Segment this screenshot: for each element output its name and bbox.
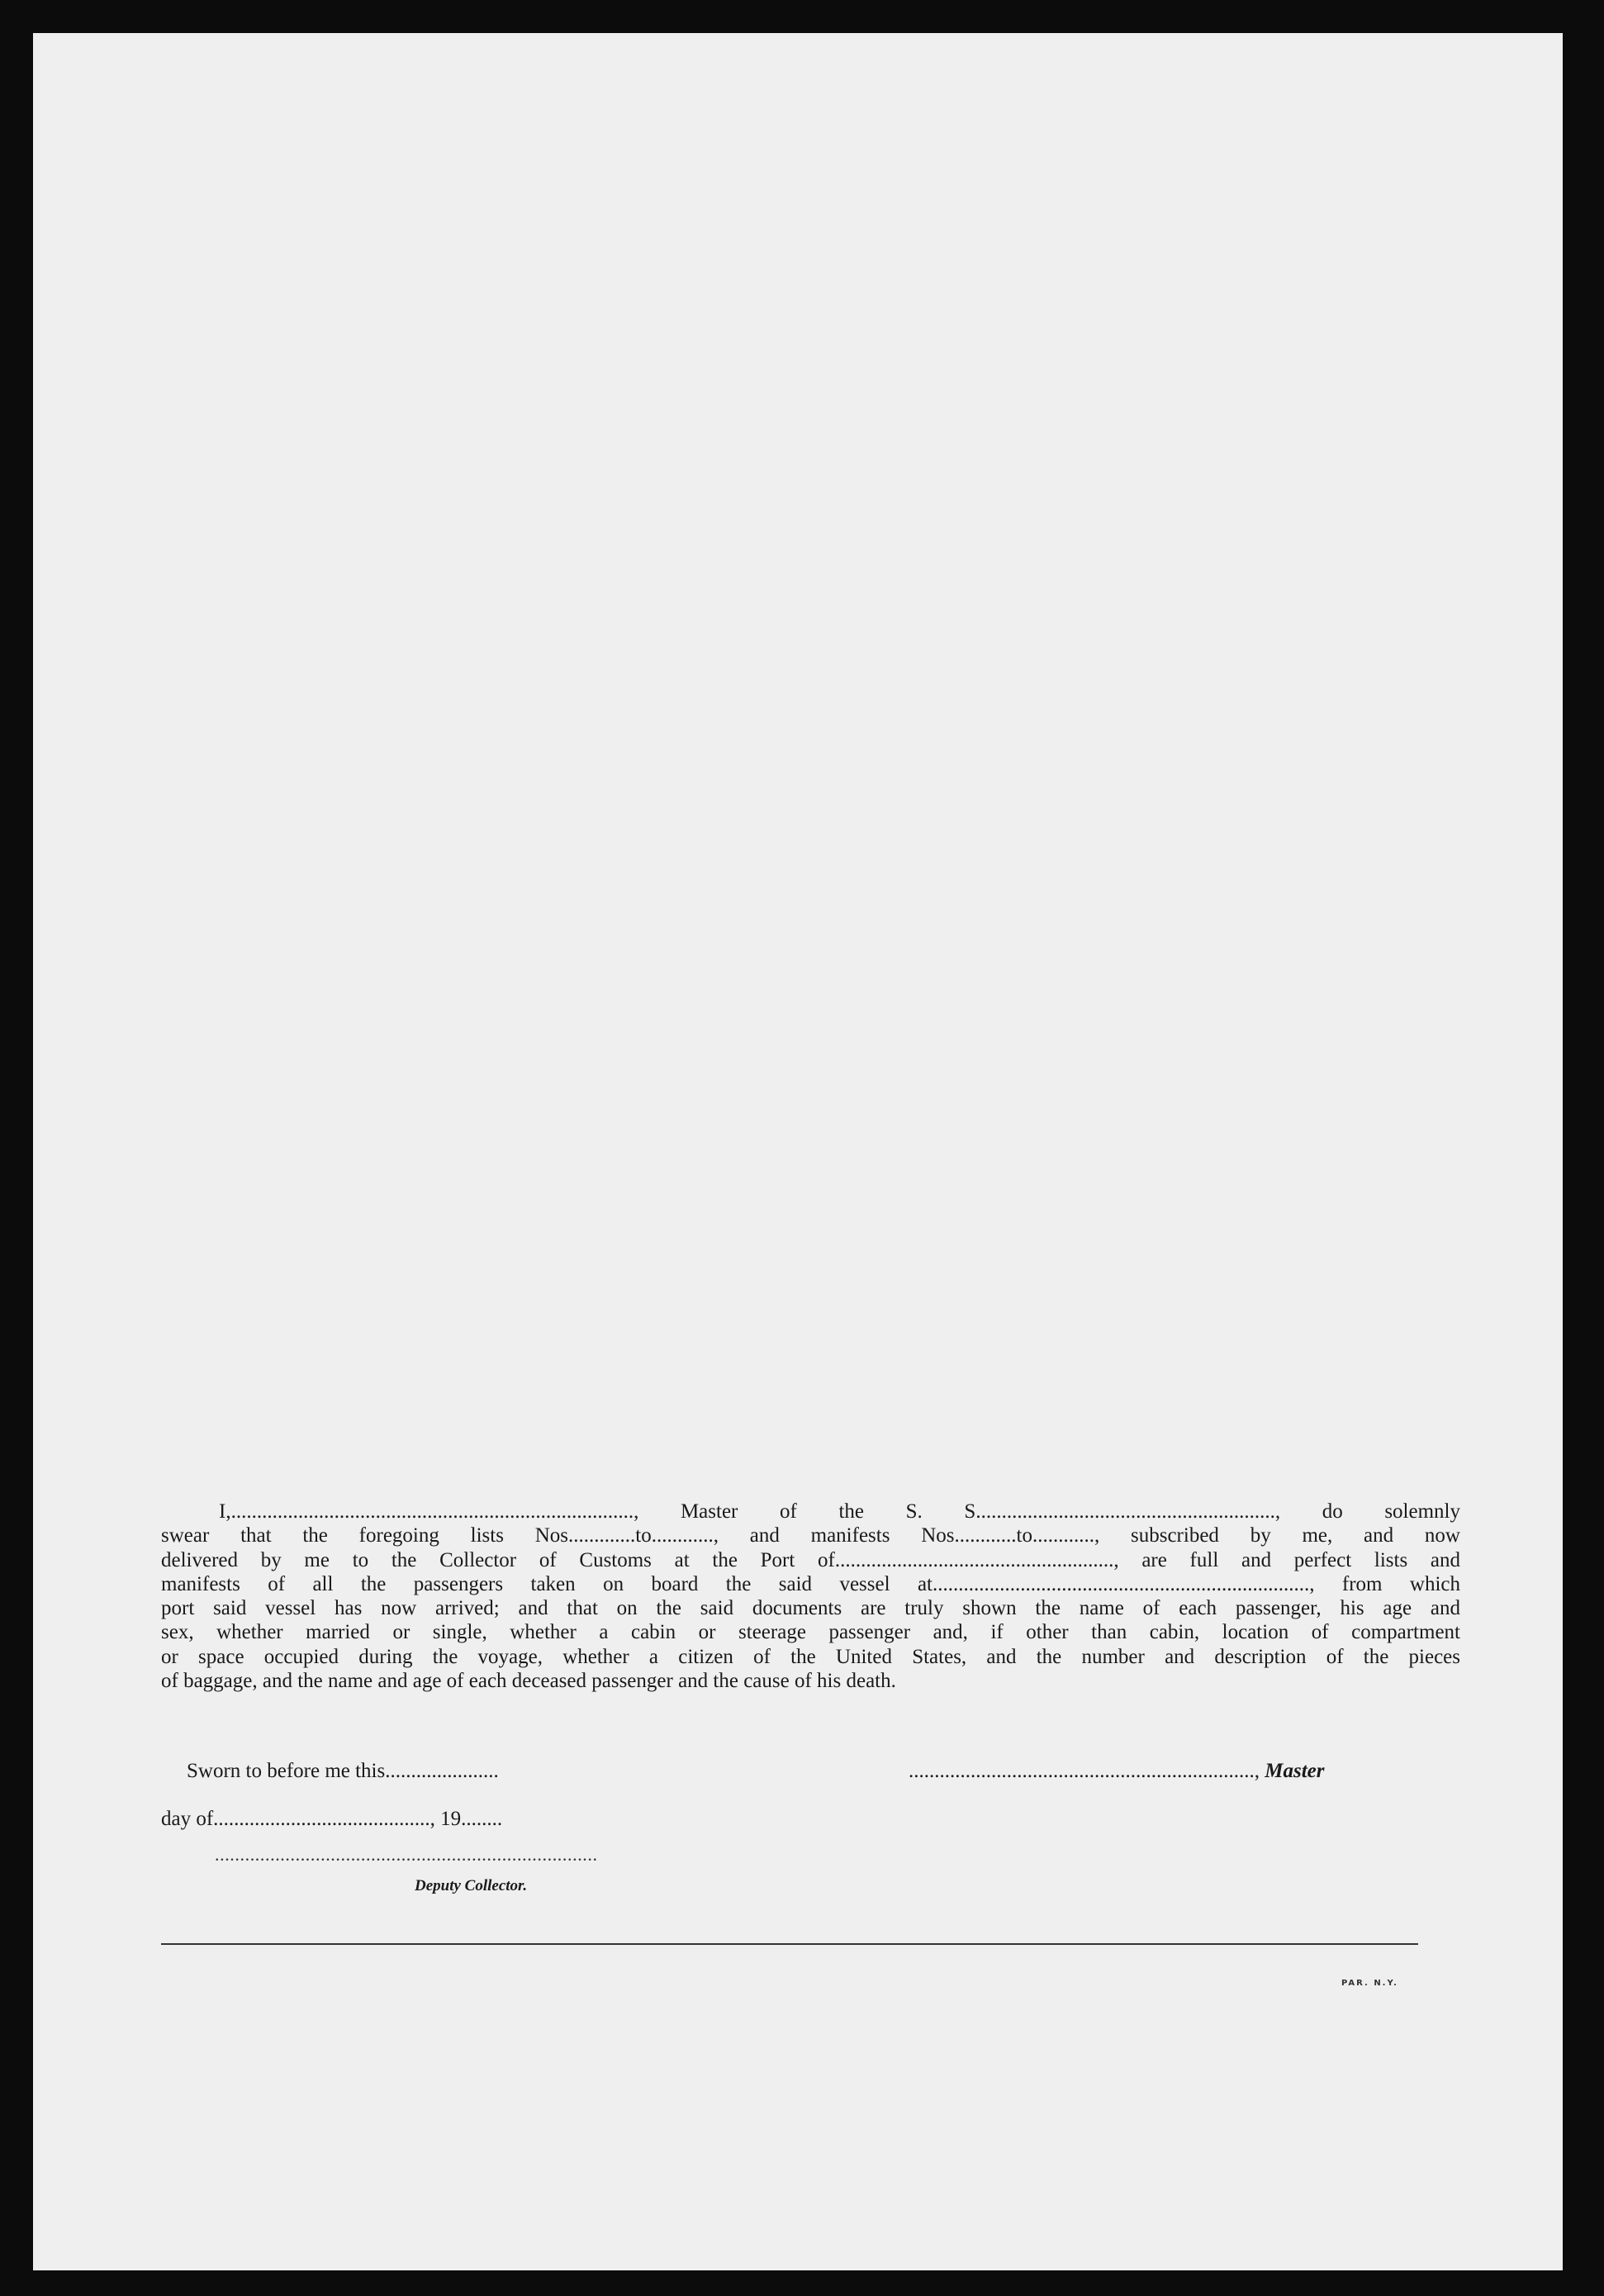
master-oath (161, 1500, 1460, 1693)
oath-line-4: manifests of all the passengers taken on board the said vessel at........................................................................., from which (161, 1572, 1460, 1595)
oath-line-1: I,.............................................................................., Master of the S. S.........................................................., do solemnly (219, 1500, 1460, 1523)
oath-line-7: or space occupied during the voyage, whether a citizen of the United States, and the number and description of the pieces (161, 1645, 1460, 1668)
oath-line-8: of baggage, and the name and age of each deceased passenger and the cause of his death. (161, 1670, 896, 1693)
oath-line-3: delivered by me to the Collector of Customs at the Port of......................................................, are full and perfect lists and (161, 1548, 1460, 1571)
sworn-row (33, 1760, 1563, 1793)
sworn-statement: Sworn to before me this...................... (187, 1760, 499, 1782)
master-signature-dots: ..................................................................., (909, 1760, 1260, 1782)
collector-signature-line: ............................................................................ (215, 1844, 598, 1865)
master-signature-line (909, 1760, 1324, 1783)
date-line: day of.........................................., 19........ (161, 1808, 503, 1830)
oath-line-6: sex, whether married or single, whether a cabin or steerage passenger and, if other than cabin, location of compartment (161, 1621, 1460, 1644)
oath-line-2: swear that the foregoing lists Nos.............to............, and manifests Nos............to............, subscribed by me, and now (161, 1524, 1460, 1547)
bottom-rule (161, 1943, 1418, 1945)
document-page (33, 33, 1563, 2270)
master-label: Master (1265, 1760, 1325, 1782)
oath-line-5: port said vessel has now arrived; and that on the said documents are truly shown the name of each passenger, his age and (161, 1597, 1460, 1620)
deputy-collector-label: Deputy Collector. (415, 1877, 528, 1894)
printer-mark: PAR. N.Y. (1341, 1979, 1398, 1988)
